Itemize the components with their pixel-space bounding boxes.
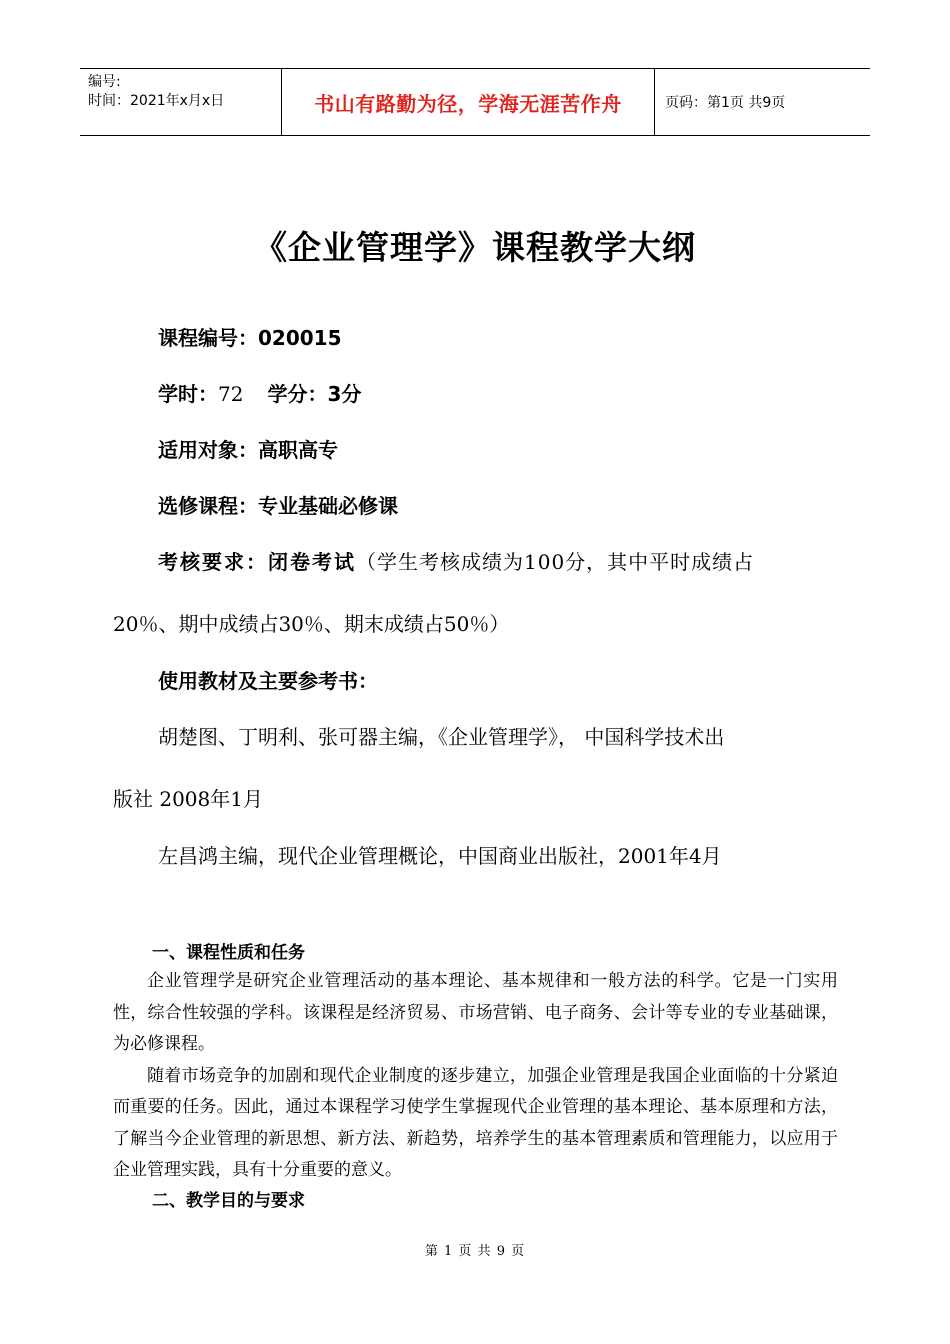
elective-label: 选修课程：	[158, 494, 258, 518]
assessment-line	[158, 546, 754, 575]
header-info-cell	[80, 69, 282, 135]
book2-line: 左昌鸿主编，现代企业管理概论，中国商业出版社，2001年4月	[158, 844, 722, 868]
textbooks-line	[158, 665, 378, 694]
header-date-label: 时间：2021年x月x日	[88, 93, 225, 109]
hours-label: 学时：	[158, 382, 218, 406]
assessment-label: 考核要求：	[158, 550, 268, 574]
hours-credits-line	[158, 378, 361, 407]
audience-label: 适用对象：	[158, 438, 258, 462]
header-motto: 书山有路勤为径，学海无涯苦作舟	[282, 69, 655, 135]
course-code-label: 课程编号：	[158, 326, 258, 350]
document-title: 《企业管理学》课程教学大纲	[254, 228, 696, 267]
assessment-detail-1: （学生考核成绩为100分，其中平时成绩占	[356, 550, 755, 574]
credits-label: 学分：	[267, 382, 328, 406]
header-code-label: 编号:	[88, 74, 121, 90]
section2-heading: 二、教学目的与要求	[152, 1191, 305, 1211]
credits-value: 3分	[327, 382, 362, 406]
section1-heading: 一、课程性质和任务	[152, 943, 305, 963]
section1-paragraph-2: 随着市场竞争的加剧和现代企业制度的逐步建立，加强企业管理是我国企业面临的十分紧迫而重要的任务。因此，通过本课程学习使学生掌握现代企业管理的基本理论、基本原理和方法，了解当今企业管理的新思想、新方法、新趋势，培养学生的基本管理素质和管理能力，以应用于企业管理实践，具有十分重要的意义。	[113, 1065, 838, 1180]
assessment-type: 闭卷考试	[268, 550, 356, 574]
elective-line	[158, 490, 398, 519]
assessment-detail-2: 20％、期中成绩占30％、期末成绩占50％）	[113, 612, 510, 636]
page-footer: 第 1 页 共 9 页	[424, 1244, 526, 1259]
audience-line	[158, 434, 338, 463]
hours-value: 72	[218, 382, 244, 406]
course-code-value: 020015	[258, 326, 342, 350]
audience-value: 高职高专	[258, 438, 338, 462]
course-code-line	[158, 322, 342, 351]
book1-line2: 版社 2008年1月	[113, 787, 263, 811]
header-page-label: 页码：第1页 共9页	[665, 95, 786, 111]
textbooks-label: 使用教材及主要参考书：	[158, 669, 378, 693]
book1-line1: 胡楚图、丁明利、张可器主编，《企业管理学》， 中国科学技术出	[158, 725, 725, 749]
section1-body	[113, 966, 838, 1187]
elective-value: 专业基础必修课	[258, 494, 398, 518]
section1-paragraph-1: 企业管理学是研究企业管理活动的基本理论、基本规律和一般方法的科学。它是一门实用性，综合性较强的学科。该课程是经济贸易、市场营销、电子商务、会计等专业的专业基础课，为必修课程。	[113, 971, 838, 1054]
page-header	[80, 68, 870, 136]
